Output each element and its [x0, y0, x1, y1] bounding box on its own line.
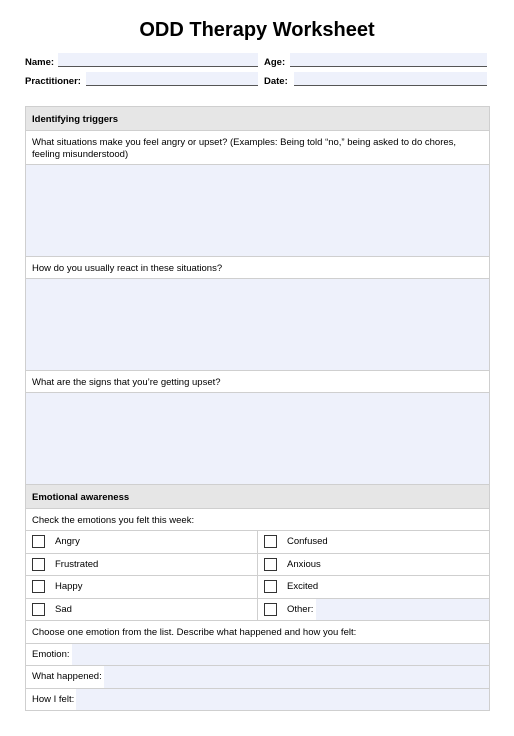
date-label: Date:: [264, 76, 288, 87]
emotion-label: Frustrated: [55, 558, 99, 570]
name-field[interactable]: [58, 53, 258, 67]
practitioner-label: Practitioner:: [25, 76, 81, 87]
age-label: Age:: [264, 57, 286, 68]
other-emotion-field[interactable]: [316, 599, 489, 621]
emotion-option-confused[interactable]: [257, 531, 489, 553]
name-label: Name:: [25, 57, 55, 68]
emotion-option-angry[interactable]: [26, 531, 257, 553]
checkbox[interactable]: [264, 580, 277, 593]
emotion-label: Other:: [287, 603, 314, 615]
answer-situations[interactable]: [26, 165, 489, 257]
emotion-line: [26, 644, 489, 667]
question-signs: What are the signs that you’re getting upset?: [26, 371, 489, 393]
emotion-option-excited[interactable]: [257, 576, 489, 598]
date-field[interactable]: [294, 72, 487, 86]
emotion-row: [26, 576, 489, 599]
checkbox[interactable]: [264, 558, 277, 571]
emotion-label: Confused: [287, 536, 328, 548]
how-i-felt-line: [26, 689, 489, 712]
emotion-label: Sad: [55, 603, 72, 615]
checkbox[interactable]: [264, 603, 277, 616]
worksheet-form: [25, 106, 490, 711]
emotion-option-happy[interactable]: [26, 576, 257, 598]
section-heading-triggers: Identifying triggers: [26, 107, 489, 131]
emotion-row: [26, 554, 489, 577]
what-happened-field[interactable]: [104, 666, 489, 688]
emotion-row: [26, 531, 489, 554]
answer-signs[interactable]: [26, 393, 489, 485]
question-situations: What situations make you feel angry or upset? (Examples: Being told “no,” being asked to do chores, feeling misunderstood): [26, 131, 489, 165]
how-i-felt-field[interactable]: [76, 689, 489, 711]
emotion-label: Anxious: [287, 558, 321, 570]
emotion-option-frustrated[interactable]: [26, 554, 257, 576]
emotion-label: Happy: [55, 581, 83, 593]
emotion-label: Angry: [55, 536, 80, 548]
emotion-field-label: Emotion:: [32, 648, 70, 660]
age-field[interactable]: [290, 53, 487, 67]
choose-emotion-prompt: Choose one emotion from the list. Describe what happened and how you felt:: [26, 621, 489, 644]
emotions-instruction: Check the emotions you felt this week:: [26, 509, 489, 531]
checkbox[interactable]: [32, 580, 45, 593]
emotion-option-sad[interactable]: [26, 599, 257, 621]
checkbox[interactable]: [264, 535, 277, 548]
checkbox[interactable]: [32, 603, 45, 616]
practitioner-field[interactable]: [86, 72, 258, 86]
section-heading-emotional: Emotional awareness: [26, 485, 489, 509]
emotion-option-other[interactable]: [257, 599, 489, 621]
what-happened-line: [26, 666, 489, 689]
how-i-felt-label: How I felt:: [32, 693, 75, 705]
checkbox[interactable]: [32, 558, 45, 571]
answer-reaction[interactable]: [26, 279, 489, 371]
emotion-field[interactable]: [72, 644, 490, 666]
question-reaction: How do you usually react in these situations?: [26, 257, 489, 279]
emotion-option-anxious[interactable]: [257, 554, 489, 576]
emotion-label: Excited: [287, 581, 319, 593]
page-title: ODD Therapy Worksheet: [139, 19, 375, 41]
checkbox[interactable]: [32, 535, 45, 548]
emotion-row: [26, 599, 489, 622]
what-happened-label: What happened:: [32, 671, 102, 683]
